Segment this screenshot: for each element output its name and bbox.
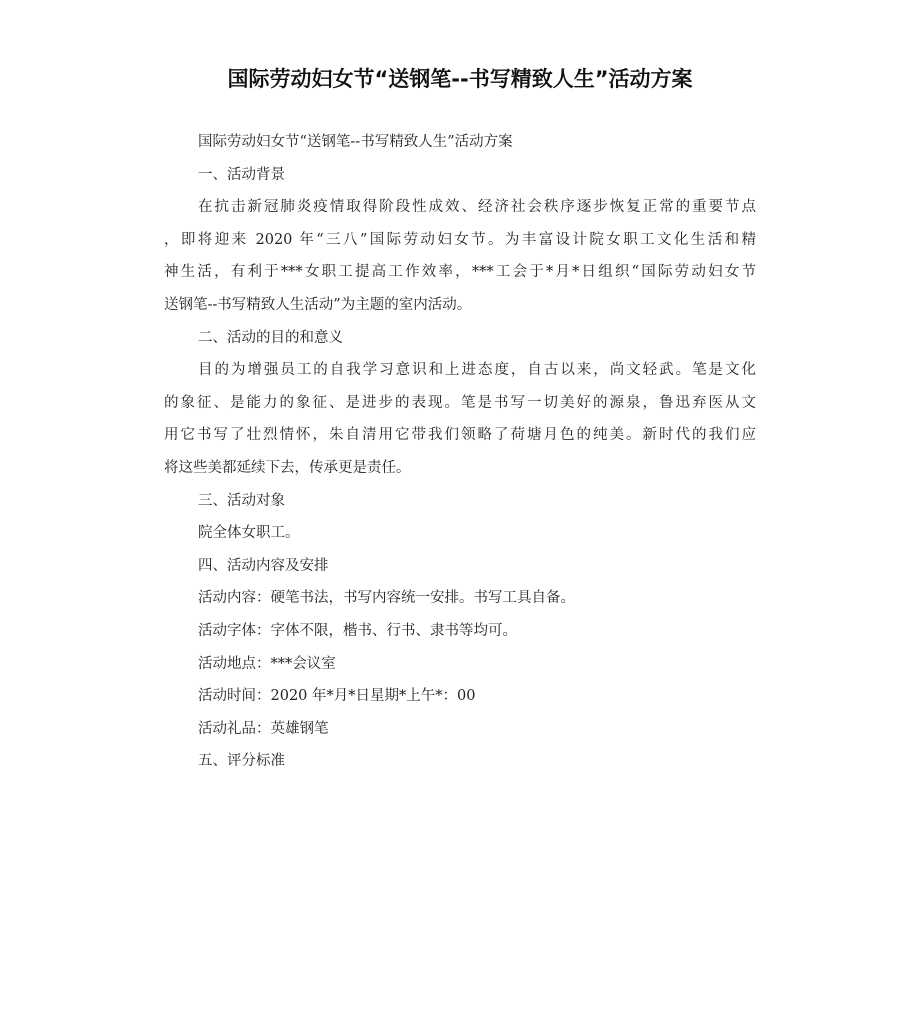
section-heading-scoring: 五、评分标准 [198, 753, 285, 770]
paragraph-line: 将这些美都延续下去，传承更是责任。 [164, 459, 411, 476]
section-heading-background: 一、活动背景 [198, 166, 285, 183]
section-heading-purpose: 二、活动的目的和意义 [198, 329, 343, 346]
activity-gift-line: 活动礼品：英雄钢笔 [198, 720, 329, 737]
paragraph-line: ，即将迎来 2020 年“三八”国际劳动妇女节。为丰富设计院女职工文化生活和精 [164, 231, 756, 248]
activity-location-line: 活动地点：***会议室 [198, 655, 336, 672]
section-heading-audience: 三、活动对象 [198, 492, 285, 509]
paragraph-line: 送钢笔--书写精致人生活动”为主题的室内活动。 [164, 296, 472, 313]
paragraph-line: 用它书写了壮烈情怀，朱自清用它带我们领略了荷塘月色的纯美。新时代的我们应 [164, 427, 756, 444]
intro-line: 国际劳动妇女节“送钢笔--书写精致人生”活动方案 [198, 134, 513, 150]
document-body [164, 126, 756, 778]
activity-font-line: 活动字体：字体不限，楷书、行书、隶书等均可。 [198, 622, 517, 639]
section-heading-content: 四、活动内容及安排 [198, 557, 329, 574]
paragraph-line: 在抗击新冠肺炎疫情取得阶段性成效、经济社会秩序逐步恢复正常的重要节点 [198, 199, 756, 216]
paragraph-line: 院全体女职工。 [198, 525, 300, 542]
paragraph-line: 的象征、是能力的象征、是进步的表现。笔是书写一切美好的源泉，鲁迅弃医从文 [164, 394, 756, 411]
paragraph-line: 神生活，有利于***女职工提高工作效率，***工会于*月*日组织“国际劳动妇女节 [164, 264, 756, 281]
paragraph-line: 目的为增强员工的自我学习意识和上进态度，自古以来，尚文轻武。笔是文化 [198, 362, 756, 379]
activity-content-line: 活动内容：硬笔书法，书写内容统一安排。书写工具自备。 [198, 590, 575, 607]
document-title: 国际劳动妇女节“送钢笔--书写精致人生”活动方案 [227, 67, 693, 91]
activity-time-line: 活动时间：2020 年*月*日星期*上午*：00 [198, 688, 476, 705]
